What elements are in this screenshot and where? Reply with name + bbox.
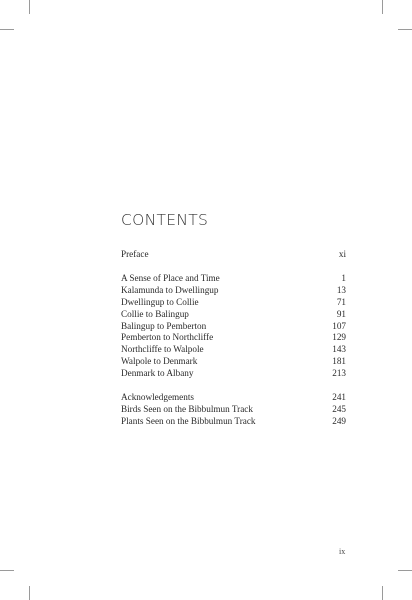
toc-entry-title: Collie to Balingup xyxy=(121,308,189,319)
toc-entry xyxy=(121,332,346,344)
crop-mark-bottom-left xyxy=(29,586,30,600)
toc-entry-page: 71 xyxy=(336,296,346,307)
toc-entry xyxy=(121,309,346,321)
toc-entry-page: 107 xyxy=(332,320,346,331)
toc-entry-title: Walpole to Denmark xyxy=(121,356,198,367)
toc-entry-title: Denmark to Albany xyxy=(121,368,194,379)
toc-entry-title: Northcliffe to Walpole xyxy=(121,344,204,355)
section-spacer xyxy=(121,380,346,392)
toc-entry-page: 245 xyxy=(332,403,346,414)
toc-entry xyxy=(121,404,346,416)
toc-entry-page: 13 xyxy=(336,284,346,295)
toc-entry-title: Acknowledgements xyxy=(121,392,194,403)
toc-entry-title: Preface xyxy=(121,249,149,259)
page-number: ix xyxy=(339,547,346,556)
table-of-contents xyxy=(121,249,346,428)
section-spacer xyxy=(121,261,346,273)
toc-entry-page: 1 xyxy=(341,272,346,283)
toc-entry xyxy=(121,392,346,404)
toc-entry-page: 129 xyxy=(332,332,346,343)
crop-mark-top-left xyxy=(29,0,30,14)
crop-mark-top-left xyxy=(0,29,14,30)
crop-mark-bottom-right xyxy=(398,570,412,571)
toc-entry-title: Pemberton to Northcliffe xyxy=(121,332,214,343)
toc-entry-page: xi xyxy=(338,249,346,259)
crop-mark-top-right xyxy=(382,0,383,14)
toc-entry-page: 249 xyxy=(332,415,346,426)
toc-entry xyxy=(121,273,346,285)
toc-entry-page: 181 xyxy=(332,356,346,367)
toc-entry xyxy=(121,368,346,380)
contents-heading: CONTENTS xyxy=(121,211,209,229)
toc-entry-page: 241 xyxy=(332,392,346,403)
toc-entry xyxy=(121,344,346,356)
crop-mark-bottom-left xyxy=(0,570,14,571)
toc-entry-title: Birds Seen on the Bibbulmun Track xyxy=(121,403,253,414)
toc-entry-page: 91 xyxy=(336,308,346,319)
toc-entry-title: Kalamunda to Dwellingup xyxy=(121,284,219,295)
toc-entry xyxy=(121,356,346,368)
crop-mark-top-right xyxy=(398,29,412,30)
toc-entry-page: 213 xyxy=(332,368,346,379)
toc-entry-preface xyxy=(121,249,346,261)
toc-entry-title: A Sense of Place and Time xyxy=(121,272,220,283)
toc-entry-title: Plants Seen on the Bibbulmun Track xyxy=(121,415,256,426)
toc-entry xyxy=(121,321,346,333)
toc-entry xyxy=(121,285,346,297)
toc-entry xyxy=(121,297,346,309)
toc-entry-title: Dwellingup to Collie xyxy=(121,296,199,307)
crop-mark-bottom-right xyxy=(382,586,383,600)
toc-entry-page: 143 xyxy=(332,344,346,355)
toc-entry xyxy=(121,416,346,428)
toc-entry-title: Balingup to Pemberton xyxy=(121,320,207,331)
